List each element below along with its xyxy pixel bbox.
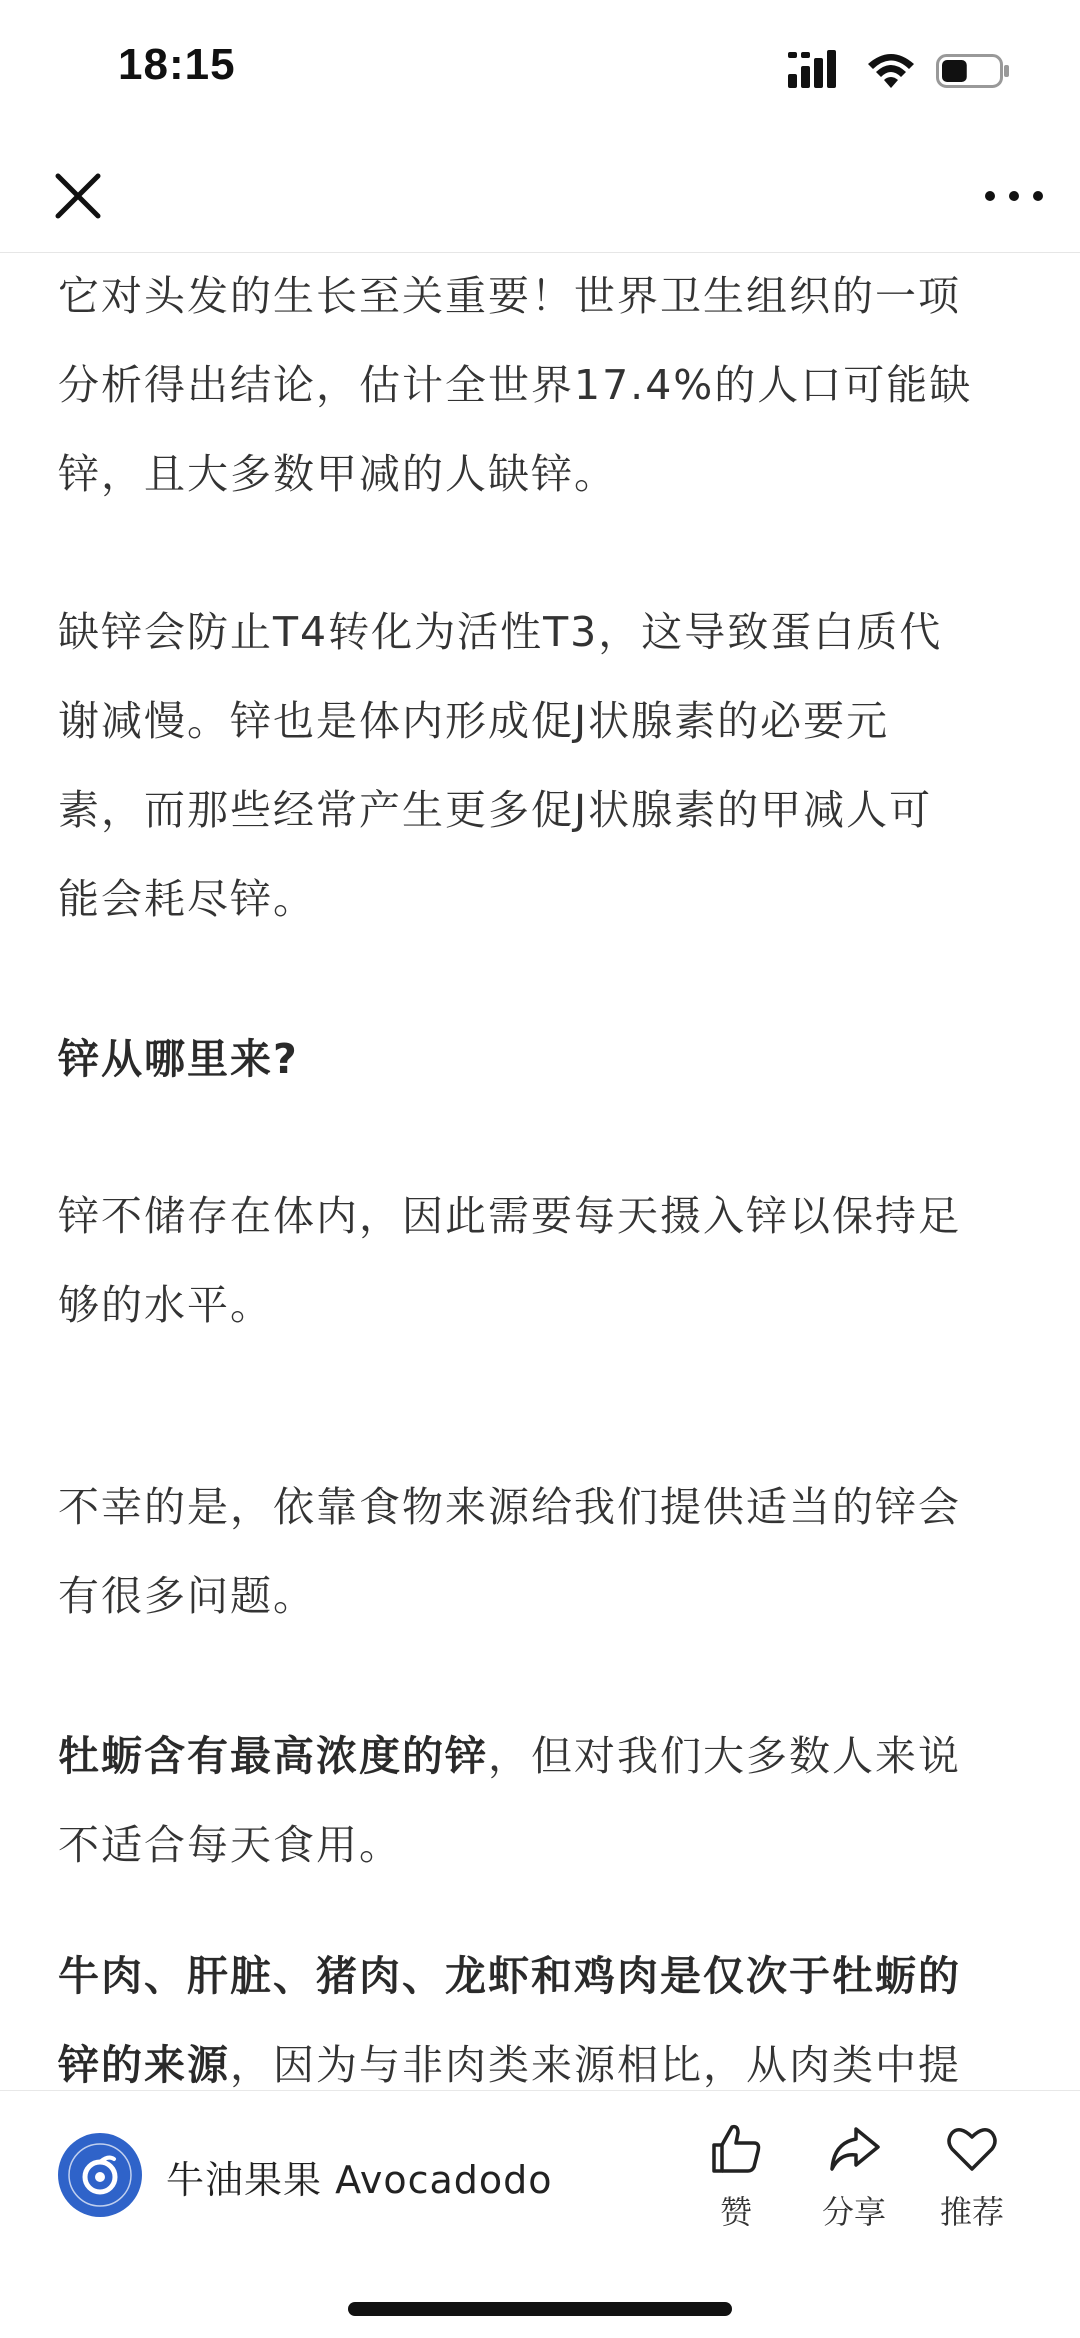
home-indicator[interactable]: [348, 2302, 732, 2316]
paragraph-line: 谢减慢。锌也是体内形成促J状腺素的必要元: [58, 697, 890, 745]
more-dots-icon: [974, 166, 1054, 226]
regular-text: ，但对我们大多数人来说: [488, 1732, 961, 1780]
status-time: 18:15: [118, 40, 236, 89]
paragraph-food-sources: [58, 1463, 961, 1641]
bold-text: 锌的来源: [58, 2041, 230, 2089]
section-heading: 锌从哪里来?: [58, 1035, 299, 1083]
article-body: [58, 252, 1028, 2092]
paragraph-hair-growth: [58, 252, 972, 519]
nav-bar: [0, 140, 1080, 253]
close-icon: [48, 166, 108, 226]
share-arrow-icon: [826, 2121, 882, 2177]
wifi-icon: [866, 52, 916, 92]
status-bar: [0, 0, 1080, 140]
paragraph-line: 它对头发的生长至关重要！世界卫生组织的一项: [58, 272, 961, 320]
like-button[interactable]: [686, 2121, 786, 2233]
avocadodo-logo-icon[interactable]: [58, 2133, 142, 2217]
paragraph-line: 锌，且大多数甲减的人缺锌。: [58, 450, 617, 498]
paragraph-line: [58, 1712, 961, 1801]
paragraph-zinc-deficiency: [58, 588, 942, 944]
account-name[interactable]: 牛油果果 Avocadodo: [166, 2158, 553, 2202]
recommend-label: 推荐: [939, 2193, 1004, 2231]
paragraph-line: 够的水平。: [58, 1281, 273, 1329]
regular-text: ，因为与非肉类来源相比，从肉类中提: [230, 2041, 961, 2089]
more-button[interactable]: [974, 166, 1054, 226]
bold-text: 牡蛎含有最高浓度的锌: [58, 1732, 488, 1780]
paragraph-line: 分析得出结论，估计全世界17.4%的人口可能缺: [58, 361, 973, 409]
recommend-button[interactable]: [922, 2121, 1022, 2233]
paragraph-line: 有很多问题。: [58, 1572, 316, 1620]
share-label: 分享: [821, 2193, 886, 2231]
cellular-signal-icon: [788, 50, 844, 94]
paragraph-oysters: [58, 1712, 961, 1890]
like-label: 赞: [719, 2193, 752, 2231]
paragraph-line: 缺锌会防止T4转化为活性T3，这导致蛋白质代: [58, 608, 943, 656]
paragraph-line: 不适合每天食用。: [58, 1821, 402, 1869]
battery-icon: [936, 54, 1010, 88]
paragraph-line: 素，而那些经常产生更多促J状腺素的甲减人可: [58, 786, 933, 834]
paragraph-line: [58, 2021, 961, 2092]
close-button[interactable]: [48, 166, 108, 226]
share-button[interactable]: [804, 2121, 904, 2233]
paragraph-line: 牛肉、肝脏、猪肉、龙虾和鸡肉是仅次于牡蛎的: [58, 1952, 961, 2000]
paragraph-meat-sources: [58, 1932, 961, 2092]
heart-icon: [944, 2121, 1000, 2177]
bottom-toolbar: [0, 2090, 1080, 2338]
paragraph-daily-intake: [58, 1172, 961, 1350]
paragraph-line: 不幸的是，依靠食物来源给我们提供适当的锌会: [58, 1483, 961, 1531]
paragraph-line: 能会耗尽锌。: [58, 875, 316, 923]
thumbs-up-icon: [708, 2121, 764, 2177]
paragraph-line: 锌不储存在体内，因此需要每天摄入锌以保持足: [58, 1192, 961, 1240]
